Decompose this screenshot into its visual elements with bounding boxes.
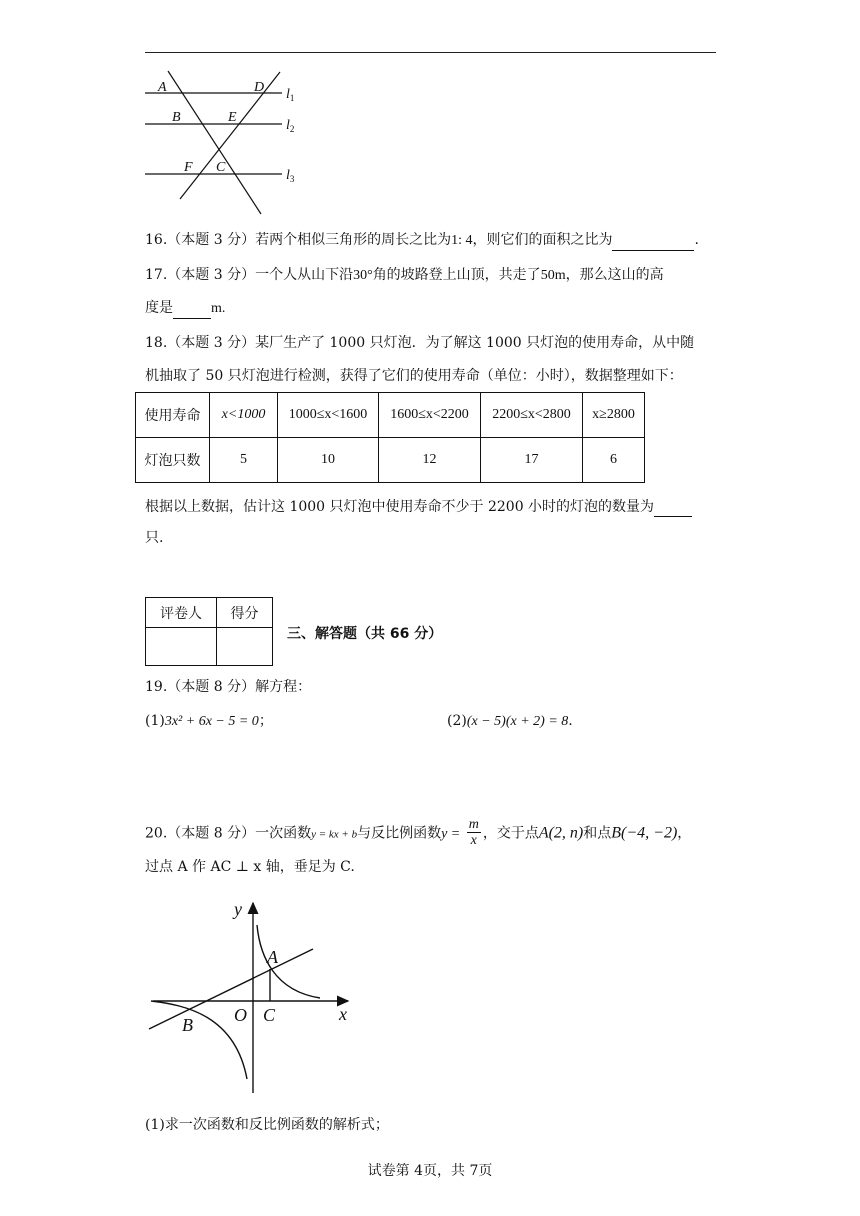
table-row-lifespan (136, 393, 645, 438)
table-cell: 10 (278, 438, 379, 483)
table-cell: 17 (481, 438, 583, 483)
question-18-line2: 机抽取了 50 只灯泡进行检测，获得了它们的使用寿命（单位：小时），数据整理如下： (145, 368, 683, 384)
linear-function-line (149, 949, 313, 1029)
label-B: B (172, 110, 181, 125)
question-19-part2: (2)(x − 5)(x + 2) = 8. (447, 713, 573, 729)
label-E: E (228, 110, 237, 125)
question-17-line2: 度是 m. (145, 298, 225, 319)
question-20-sub1: (1)求一次函数和反比例函数的解析式； (145, 1117, 389, 1133)
label-O: O (234, 1005, 247, 1025)
function-graph (145, 895, 365, 1095)
question-18-after1: 根据以上数据，估计这 1000 只灯泡中使用寿命不少于 2200 小时的灯泡的数量为 (145, 497, 692, 517)
question-16: 16.（本题 3 分）若两个相似三角形的周长之比为1: 4，则它们的面积之比为 . (145, 230, 699, 251)
table-row-count (136, 438, 645, 483)
table-cell: x<1000 (210, 393, 278, 438)
question-20-line1: 20.（本题 8 分）一次函数y = kx + b与反比例函数y = $\frac{m}{x}$ ，交于点A(2, n)和点B(−4, −2)， (145, 817, 692, 848)
grader-field[interactable] (146, 628, 217, 666)
label-l3: $l_3$ (286, 168, 295, 184)
question-17-line1: 17.（本题 3 分）一个人从山下沿30°角的坡路登上山顶，共走了50m，那么这山的高 (145, 267, 664, 283)
header-rule (145, 52, 716, 53)
score-field[interactable] (217, 628, 273, 666)
question-19-part1: (1)3x² + 6x − 5 = 0； (145, 713, 273, 729)
score-label: 得分 (217, 598, 273, 628)
table-cell: 6 (583, 438, 645, 483)
answer-blank-16[interactable] (612, 234, 694, 251)
label-B: B (182, 1015, 193, 1035)
label-l1: $l_1$ (286, 87, 295, 103)
answer-blank-18[interactable] (654, 500, 692, 517)
table-header-lifespan: 使用寿命 (136, 393, 210, 438)
grader-box (145, 597, 273, 666)
label-A: A (267, 947, 278, 967)
label-C: C (263, 1005, 276, 1025)
page-footer: 试卷第 4页，共 7页 (367, 1163, 493, 1179)
grader-label: 评卷人 (146, 598, 217, 628)
transversal-df (180, 72, 280, 199)
table-cell: x≥2800 (583, 393, 645, 438)
question-19-title: 19.（本题 8 分）解方程： (145, 679, 312, 695)
label-C: C (216, 160, 226, 175)
lifespan-table (135, 392, 645, 483)
question-18-after2: 只. (145, 530, 164, 546)
parallel-lines-figure (140, 66, 310, 218)
hyperbola-branch-2 (151, 1001, 247, 1079)
label-l2: $l_2$ (286, 118, 295, 134)
section-title: 三、解答题（共 66 分） (287, 626, 443, 642)
question-20-line2: 过点 A 作 AC ⊥ x 轴，垂足为 C. (145, 859, 355, 875)
label-x: x (339, 1004, 347, 1024)
label-y: y (234, 899, 242, 919)
label-D: D (254, 80, 265, 95)
table-cell: 2200≤x<2800 (481, 393, 583, 438)
fraction-m-over-x: $\frac{m}{x}$ (468, 817, 479, 848)
label-A: A (158, 80, 167, 95)
table-header-count: 灯泡只数 (136, 438, 210, 483)
table-cell: 5 (210, 438, 278, 483)
table-cell: 1600≤x<2200 (379, 393, 481, 438)
label-F: F (184, 160, 193, 175)
table-cell: 1000≤x<1600 (278, 393, 379, 438)
question-18-line1: 18.（本题 3 分）某厂生产了 1000 只灯泡．为了解这 1000 只灯泡的使用寿命，从中随 (145, 335, 695, 351)
answer-blank-17[interactable] (173, 302, 211, 319)
table-cell: 12 (379, 438, 481, 483)
